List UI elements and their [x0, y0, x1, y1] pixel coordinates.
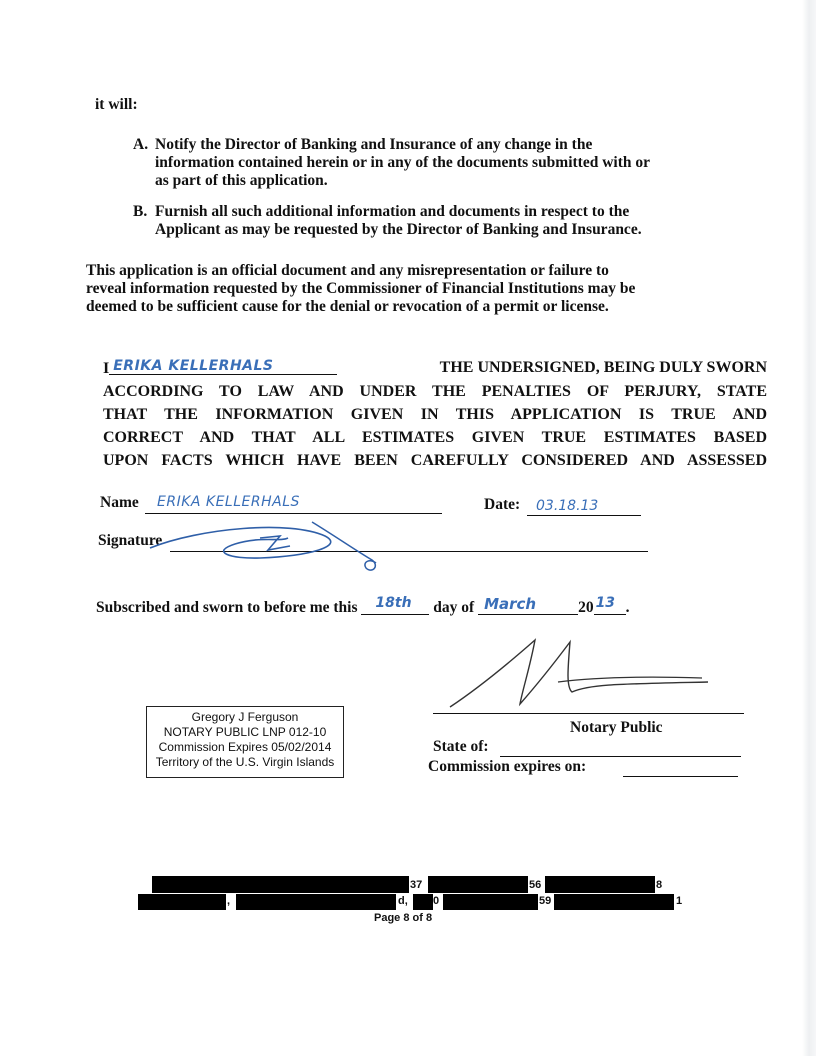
- stamp-line1: Gregory J Ferguson: [191, 710, 299, 724]
- commission-label: Commission expires on:: [428, 758, 587, 775]
- sworn-month: March: [484, 595, 537, 613]
- footer-fragment: d,: [398, 895, 408, 907]
- date-line: [527, 515, 641, 516]
- notice-line3: deemed to be sufficient cause for the denial or revocation of a permit or license.: [86, 298, 609, 315]
- redaction-bar: [554, 894, 674, 910]
- notary-signature-image: [440, 632, 720, 712]
- oath-line4: CORRECT AND THAT ALL ESTIMATES GIVEN TRUE ESTIMATES BASED: [103, 429, 767, 446]
- item-a-text: [155, 136, 650, 190]
- oath-line2: ACCORDING TO LAW AND UNDER THE PENALTIES OF PERJURY, STATE: [103, 383, 767, 400]
- intro-text: it will:: [95, 96, 138, 113]
- page-number: Page 8 of 8: [374, 912, 433, 924]
- stamp-line4: Territory of the U.S. Virgin Islands: [155, 755, 335, 769]
- redaction-bar: [138, 894, 226, 910]
- oath-line5: UPON FACTS WHICH HAVE BEEN CAREFULLY CONSIDERED AND ASSESSED: [103, 452, 767, 469]
- footer-fragment: 56: [529, 879, 542, 891]
- oath-prefix: I: [103, 360, 110, 377]
- redaction-bar: [428, 876, 528, 893]
- date-label: Date:: [484, 496, 521, 513]
- redaction-bar: [443, 894, 538, 910]
- state-line: [500, 756, 741, 757]
- redaction-bar: [545, 876, 655, 893]
- item-b-line2: Applicant as may be requested by the Director of Banking and Insurance.: [155, 221, 642, 238]
- applicant-signature-image: [140, 508, 390, 578]
- item-a-line2: information contained herein or in any of the documents submitted with or: [155, 154, 651, 171]
- notice-paragraph: [86, 262, 635, 316]
- sworn-year-prefix: 20: [578, 599, 594, 616]
- notary-public-label: Notary Public: [570, 719, 663, 736]
- item-a-line3: as part of this application.: [155, 172, 328, 189]
- footer-fragment: 37: [410, 879, 423, 891]
- item-b-letter: B.: [133, 203, 148, 220]
- oath-line1: THE UNDERSIGNED, BEING DULY SWORN: [439, 359, 767, 376]
- sworn-text1: Subscribed and sworn to before me this: [96, 599, 358, 616]
- oath-handwritten-name: ERIKA KELLERHALS: [113, 358, 274, 374]
- redaction-bar: [413, 894, 433, 910]
- redaction-bar: [152, 876, 409, 893]
- footer-fragment: 8: [656, 879, 663, 891]
- sworn-year-suffix: 13: [595, 595, 616, 611]
- state-label: State of:: [433, 738, 489, 755]
- name-handwritten: ERIKA KELLERHALS: [157, 494, 300, 510]
- oath-line3: THAT THE INFORMATION GIVEN IN THIS APPLICATION IS TRUE AND: [103, 406, 767, 423]
- redaction-bar: [236, 894, 396, 910]
- item-b-line1: Furnish all such additional information and documents in respect to the: [155, 203, 630, 220]
- notice-line2: reveal information requested by the Commissioner of Financial Institutions may be: [86, 280, 636, 297]
- name-label: Name: [100, 494, 139, 511]
- oath-paragraph: [103, 356, 767, 472]
- page-edge-shadow: [802, 0, 816, 1056]
- stamp-line3: Commission Expires 05/02/2014: [158, 740, 332, 754]
- stamp-line2: NOTARY PUBLIC LNP 012-10: [163, 725, 327, 739]
- sworn-day: 18th: [375, 595, 412, 611]
- footer-fragment: 0: [433, 895, 440, 907]
- signature-label: Signature: [98, 532, 163, 549]
- footer-fragment: 59: [539, 895, 552, 907]
- item-b-text: [155, 203, 642, 239]
- notary-stamp: [146, 706, 344, 778]
- notary-signature-line: [433, 713, 744, 714]
- sworn-text2: day of: [433, 599, 475, 616]
- item-a-letter: A.: [133, 136, 149, 153]
- footer-fragment: ,: [227, 895, 231, 907]
- sworn-statement: [96, 595, 630, 617]
- item-a-line1: Notify the Director of Banking and Insurance of any change in the: [155, 136, 593, 153]
- footer-fragment: 1: [676, 895, 683, 907]
- sworn-end: .: [625, 599, 630, 616]
- date-handwritten: 03.18.13: [536, 498, 599, 514]
- notice-line1: This application is an official document and any misrepresentation or failure to: [86, 262, 609, 279]
- commission-line: [623, 776, 738, 777]
